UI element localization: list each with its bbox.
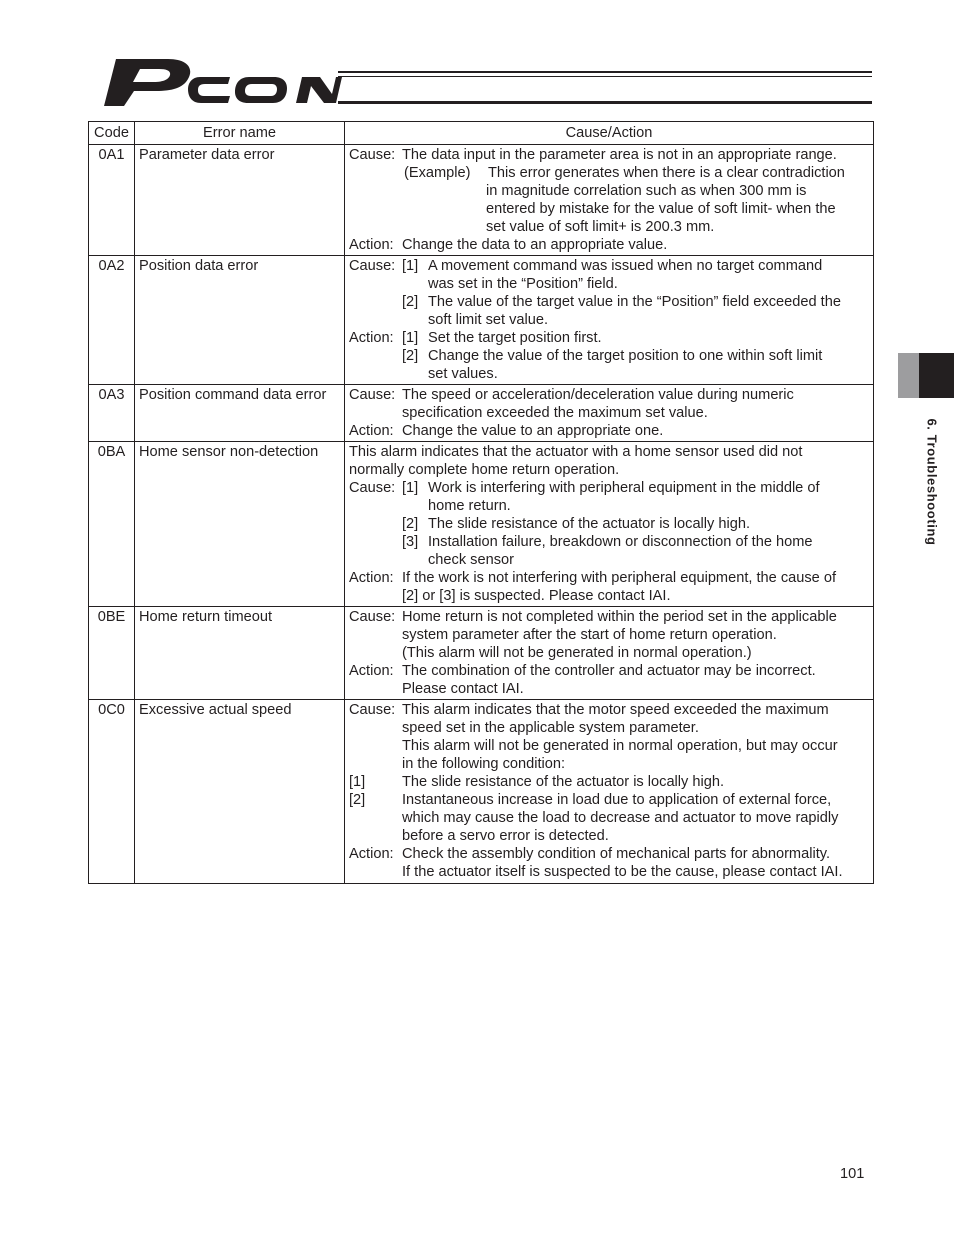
error-code: 0A1 <box>89 145 135 256</box>
alarm-table <box>88 121 874 884</box>
table-row <box>89 145 874 256</box>
side-tab-accent <box>898 353 919 398</box>
error-code: 0A2 <box>89 256 135 385</box>
header-error-name: Error name <box>135 122 345 145</box>
pcon-logo <box>102 57 342 109</box>
table-row <box>89 256 874 385</box>
error-name: Parameter data error <box>135 145 345 256</box>
error-name: Excessive actual speed <box>135 700 345 884</box>
error-name: Home sensor non-detection <box>135 442 345 607</box>
header-code: Code <box>89 122 135 145</box>
error-code: 0BE <box>89 607 135 700</box>
error-code: 0A3 <box>89 385 135 442</box>
error-name: Position data error <box>135 256 345 385</box>
cause-action: Cause: The data input in the parameter area is not in an appropriate range. (Example) This error generates when there is a clear contradiction in magnitude correlation such as when 300 mm is entered by mistake for the value of soft limit- when the set value of soft limit+ is 200.3 mm. Action: Change the data to an appropriate value. <box>345 145 874 256</box>
side-tab-label: 6. Troubleshooting <box>924 418 940 546</box>
table-row <box>89 700 874 884</box>
error-code: 0BA <box>89 442 135 607</box>
cause-action: Cause: Home return is not completed within the period set in the applicable system parameter after the start of home return operation. (This alarm will not be generated in normal operation.) Action: The combination of the controller and actuator may be incorrect. Please contact IAI. <box>345 607 874 700</box>
header-cause-action: Cause/Action <box>345 122 874 145</box>
cause-action: Cause: The speed or acceleration/deceleration value during numeric specification exceeded the maximum set value. Action: Change the value to an appropriate one. <box>345 385 874 442</box>
error-name: Home return timeout <box>135 607 345 700</box>
table-row <box>89 385 874 442</box>
table-row <box>89 442 874 607</box>
header-rule-bottom <box>338 101 872 104</box>
cause-action: This alarm indicates that the actuator with a home sensor used did not normally complete home return operation. Cause: [1] Work is interfering with peripheral equipment in the middle of home return. [2] The slide resistance of the actuator is locally high. [3] Installation failure, breakdown or disconnection of the home check sensor Action: If the work is not interfering with peripheral equipment, the cause of [2] or [3] is suspected. Please contact IAI. <box>345 442 874 607</box>
error-name: Position command data error <box>135 385 345 442</box>
cause-action: Cause: This alarm indicates that the motor speed exceeded the maximum speed set in the applicable system parameter. This alarm will not be generated in normal operation, but may occur in the following condition: [1] The slide resistance of the actuator is locally high. [2] Instantaneous increase in load due to application of external force, which may cause the load to decrease and actuator to move rapidly before a servo error is detected. Action: Check the assembly condition of mechanical parts for abnormality. If the actuator itself is suspected to be the cause, please contact IAI. <box>345 700 874 884</box>
header-rule-top <box>338 71 872 73</box>
header-rule-mid <box>338 76 872 77</box>
page-number: 101 <box>840 1166 865 1182</box>
cause-action: Cause: [1] A movement command was issued when no target command was set in the “Position” field. [2] The value of the target value in the “Position” field exceeded the soft limit set value. Action: [1] Set the target position first. [2] Change the value of the target position to one within soft limit set values. <box>345 256 874 385</box>
error-code: 0C0 <box>89 700 135 884</box>
side-tab-marker <box>919 353 954 398</box>
table-header-row <box>89 122 874 145</box>
table-row <box>89 607 874 700</box>
